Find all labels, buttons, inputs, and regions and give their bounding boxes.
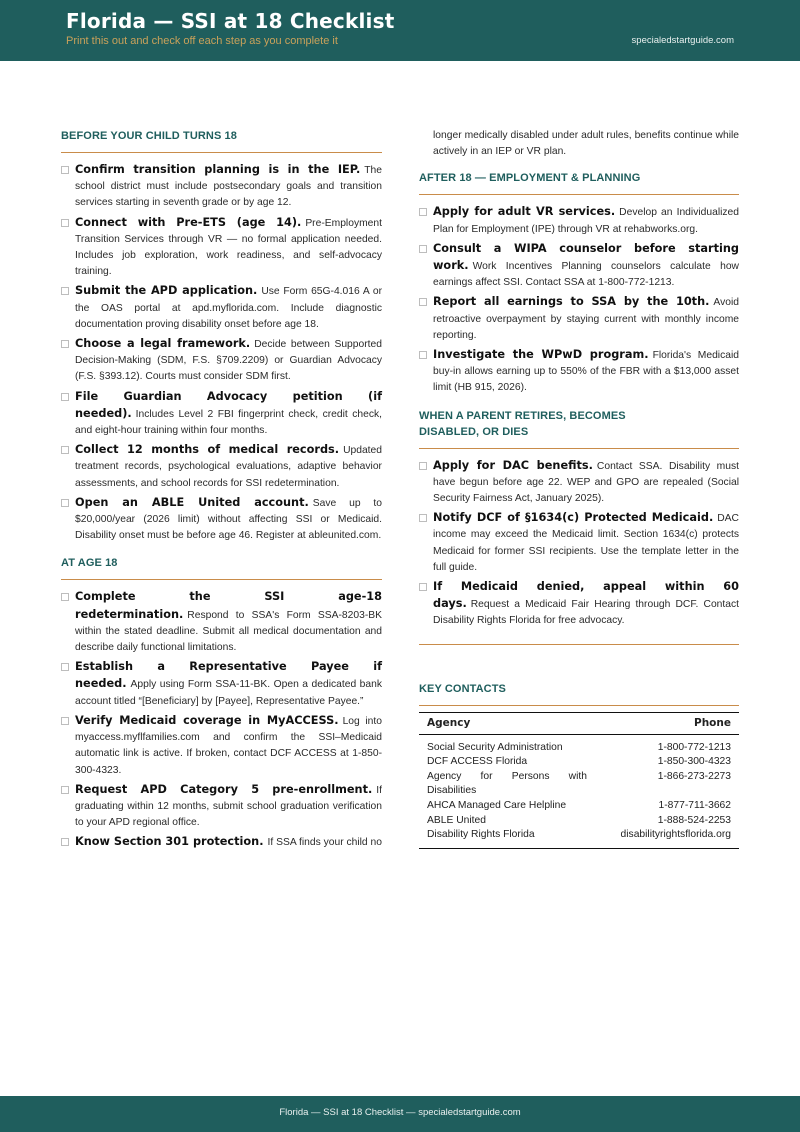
checklist-item bbox=[61, 215, 382, 281]
checklist-item-lead: Notify DCF of §1634(c) Protected Medicaid. bbox=[433, 511, 714, 525]
checklist-item-text: The school district must include postsecondary goals and transition services starting in seventh grade or by age 12. bbox=[75, 165, 382, 209]
checklist-item-lead: Investigate the WPwD program. bbox=[433, 348, 649, 362]
checklist-item-text: DAC income may exceed the Medicaid limit. Section 1634(c) protects Medicaid for former SSI recipients. Use the template letter in the full guide. bbox=[433, 513, 739, 573]
checkbox-icon[interactable] bbox=[419, 245, 427, 253]
checkbox-icon[interactable] bbox=[61, 786, 69, 794]
checklist-item-lead: Know Section 301 protection. bbox=[75, 835, 264, 849]
header-site: specialedstartguide.com bbox=[631, 35, 734, 46]
section-rule bbox=[61, 152, 382, 153]
checklist-item-text: Request a Medicaid Fair Hearing through DCF. Contact Disability Rights Florida for free advocacy. bbox=[433, 599, 739, 627]
checkbox-icon[interactable] bbox=[61, 287, 69, 295]
checkbox-icon[interactable] bbox=[61, 838, 69, 846]
section-title-parent bbox=[419, 408, 739, 440]
right-column bbox=[419, 128, 739, 849]
contacts-phone: 1-888-524-2253 bbox=[657, 814, 731, 826]
contacts-table bbox=[419, 712, 739, 849]
checklist-item-text: Respond to SSA's Form SSA-8203-BK within the stated deadline. Submit all medical documentation and describe daily functional limitations. bbox=[75, 609, 382, 654]
page-subtitle: Print this out and check off each step as you complete it bbox=[66, 35, 338, 47]
checklist-item-text: Contact SSA. Disability must have begun before age 22. WEP and GPO are repealed (Social Security Fairness Act, January 2025). bbox=[433, 460, 739, 505]
checklist-item-text: Log into myaccess.myflfamilies.com and confirm the SSI–Medicaid automatic link is active. If broken, contact DCF ACCESS at 1-850-300-4323. bbox=[75, 715, 382, 776]
left-column bbox=[61, 128, 382, 855]
checklist-item-text: Decide between Supported Decision-Making (SDM, F.S. §709.2209) or Guardian Advocacy (F.S. §393.12). Courts must consider SDM first. bbox=[75, 339, 382, 383]
section-rule bbox=[419, 705, 739, 706]
checklist-item-text: Pre-Employment Transition Services through VR — no formal application needed. Includes job exploration, work readiness, and self-advocacy training. bbox=[75, 217, 382, 278]
contacts-row bbox=[419, 828, 739, 848]
contacts-phone: 1-866-273-2273 bbox=[657, 770, 731, 782]
section-rule bbox=[419, 448, 739, 449]
section-title-parent-line1: WHEN A PARENT RETIRES, BECOMES bbox=[419, 409, 626, 422]
contacts-row bbox=[419, 770, 739, 799]
after-18-checklist bbox=[419, 204, 739, 396]
contacts-header-phone: Phone bbox=[595, 712, 739, 734]
contacts-phone: disabilityrightsflorida.org bbox=[595, 828, 739, 848]
checkbox-icon[interactable] bbox=[61, 446, 69, 454]
checklist-item-lead: Connect with Pre-ETS (age 14). bbox=[75, 215, 302, 229]
checklist-item-lead: Confirm transition planning is in the IEP. bbox=[75, 163, 361, 176]
contacts-header-agency: Agency bbox=[419, 712, 595, 734]
checklist-item-text: Apply using Form SSA-11-BK. Open a dedicated bank account titled “[Beneficiary] by [Payee], Representative Payee.” bbox=[75, 679, 382, 707]
checklist-item-lead: Apply for adult VR services. bbox=[433, 205, 616, 219]
checkbox-icon[interactable] bbox=[419, 351, 427, 359]
checklist-item-lead: Apply for DAC benefits. bbox=[433, 458, 593, 472]
checklist-item-text: Includes Level 2 FBI fingerprint check, credit check, and eight-hour training within four months. bbox=[75, 408, 382, 437]
section-rule bbox=[419, 194, 739, 195]
contacts-agency: Social Security Administration bbox=[427, 741, 563, 753]
section-301-continuation: longer medically disabled under adult rules, benefits continue while actively in an IEP or VR plan. bbox=[433, 130, 739, 158]
checklist-item-lead: Submit the APD application. bbox=[75, 284, 258, 298]
checklist-item bbox=[419, 510, 739, 576]
contacts-body bbox=[419, 734, 739, 848]
section-title-before-18: BEFORE YOUR CHILD TURNS 18 bbox=[61, 130, 237, 142]
section-title-parent-line2: DISABLED, OR DIES bbox=[419, 425, 529, 438]
at-18-checklist bbox=[61, 589, 382, 851]
before-18-checklist bbox=[61, 162, 382, 544]
contacts-agency: AHCA Managed Care Helpline bbox=[427, 800, 567, 812]
checkbox-icon[interactable] bbox=[61, 499, 69, 507]
contacts-row bbox=[419, 734, 739, 755]
contacts-header-row bbox=[419, 712, 739, 734]
parent-checklist bbox=[419, 458, 739, 630]
checklist-item bbox=[61, 283, 382, 333]
checklist-item bbox=[419, 579, 739, 630]
checklist-item bbox=[61, 782, 382, 832]
checklist-item bbox=[61, 495, 382, 545]
checklist-item-text: If graduating within 12 months, submit school graduation verification to your APD regional office. bbox=[75, 784, 382, 829]
checklist-item bbox=[61, 834, 382, 851]
checklist-item-lead: Choose a legal framework. bbox=[75, 337, 251, 351]
checklist-item bbox=[61, 389, 382, 440]
checklist-item-lead: Verify Medicaid coverage in MyACCESS. bbox=[75, 713, 339, 727]
checklist-item bbox=[61, 589, 382, 656]
checklist-item bbox=[419, 347, 739, 397]
checklist-item-text: If SSA finds your child no bbox=[267, 837, 382, 849]
checkbox-icon[interactable] bbox=[61, 717, 69, 725]
checklist-item-lead: Complete the SSI age-18 redetermination. bbox=[75, 590, 382, 621]
contacts-phone: 1-877-711-3662 bbox=[658, 800, 731, 812]
contacts-row bbox=[419, 755, 739, 770]
checklist-item-text: Save up to $20,000/year (2026 limit) without affecting SSI or Medicaid. Disability onset must be before age 46. Register at ableunited.com. bbox=[75, 497, 382, 542]
checkbox-icon[interactable] bbox=[61, 166, 69, 174]
checkbox-icon[interactable] bbox=[61, 219, 69, 227]
checklist-item-text: Florida's Medicaid buy-in allows earning up to 550% of the FBR with a $13,000 asset limit (HB 915, 2026). bbox=[433, 350, 739, 394]
contacts-agency: Agency for Persons with Disabilities bbox=[427, 770, 587, 797]
checklist-item-lead: Report all earnings to SSA by the 10th. bbox=[433, 295, 710, 309]
checkbox-icon[interactable] bbox=[419, 298, 427, 306]
section-rule bbox=[61, 579, 382, 580]
checklist-item-text: Use Form 65G-4.016 A or the OAS portal at apd.myflorida.com. Include diagnostic documentation proving disability onset before age 18. bbox=[75, 286, 382, 330]
checkbox-icon[interactable] bbox=[419, 514, 427, 522]
checkbox-icon[interactable] bbox=[419, 462, 427, 470]
checklist-item-text: Develop an Individualized Plan for Employment (IPE) through VR at rehabworks.org. bbox=[433, 207, 739, 235]
checklist-item-lead: Consult a WIPA counselor before starting work. bbox=[433, 241, 739, 273]
page-footer: Florida — SSI at 18 Checklist — specialedstartguide.com bbox=[0, 1096, 800, 1132]
checklist-item bbox=[61, 659, 382, 710]
checkbox-icon[interactable] bbox=[61, 393, 69, 401]
section-title-contacts: KEY CONTACTS bbox=[419, 682, 506, 695]
page-title: Florida — SSI at 18 Checklist bbox=[66, 9, 395, 33]
checkbox-icon[interactable] bbox=[419, 583, 427, 591]
contacts-phone: 1-800-772-1213 bbox=[657, 741, 731, 753]
checklist-item bbox=[61, 336, 382, 386]
checklist-item-lead: If Medicaid denied, appeal within 60 days. bbox=[433, 580, 739, 611]
contacts-agency: ABLE United bbox=[427, 814, 486, 826]
checkbox-icon[interactable] bbox=[61, 663, 69, 671]
contacts-phone: 1-850-300-4323 bbox=[657, 756, 731, 768]
checklist-item bbox=[61, 162, 382, 212]
page-header bbox=[0, 0, 800, 61]
checklist-item bbox=[61, 713, 382, 779]
checklist-item bbox=[419, 204, 739, 237]
checklist-item bbox=[419, 458, 739, 508]
section-title-after-18: AFTER 18 — EMPLOYMENT & PLANNING bbox=[419, 172, 641, 185]
contacts-agency: Disability Rights Florida bbox=[419, 828, 595, 848]
checklist-item-text: Updated treatment records, psychological evaluations, adaptive behavior assessments, and school records for SSI redetermination. bbox=[75, 445, 382, 489]
checklist-item-lead: Establish a Representative Payee if needed. bbox=[75, 660, 382, 691]
checklist-item-text: Work Incentives Planning counselors calculate how earnings affect SSI. Contact SSA at 1-800-772-1213. bbox=[433, 261, 739, 289]
checklist-item-lead: Request APD Category 5 pre-enrollment. bbox=[75, 782, 373, 796]
checklist-item bbox=[419, 241, 739, 292]
checklist-item-text: Avoid retroactive overpayment by staying current with monthly income reporting. bbox=[433, 297, 739, 341]
checklist-item bbox=[61, 442, 382, 492]
checklist-item-lead: Open an ABLE United account. bbox=[75, 495, 309, 509]
contacts-row bbox=[419, 799, 739, 814]
section-title-at-18: AT AGE 18 bbox=[61, 557, 118, 570]
checkbox-icon[interactable] bbox=[419, 208, 427, 216]
checkbox-icon[interactable] bbox=[61, 340, 69, 348]
checklist-item bbox=[419, 294, 739, 344]
checklist-item-lead: Collect 12 months of medical records. bbox=[75, 443, 340, 457]
contacts-agency: DCF ACCESS Florida bbox=[427, 756, 528, 768]
contacts-row bbox=[419, 814, 739, 829]
checklist-item-lead: File Guardian Advocacy petition (if needed). bbox=[75, 389, 382, 420]
checkbox-icon[interactable] bbox=[61, 593, 69, 601]
